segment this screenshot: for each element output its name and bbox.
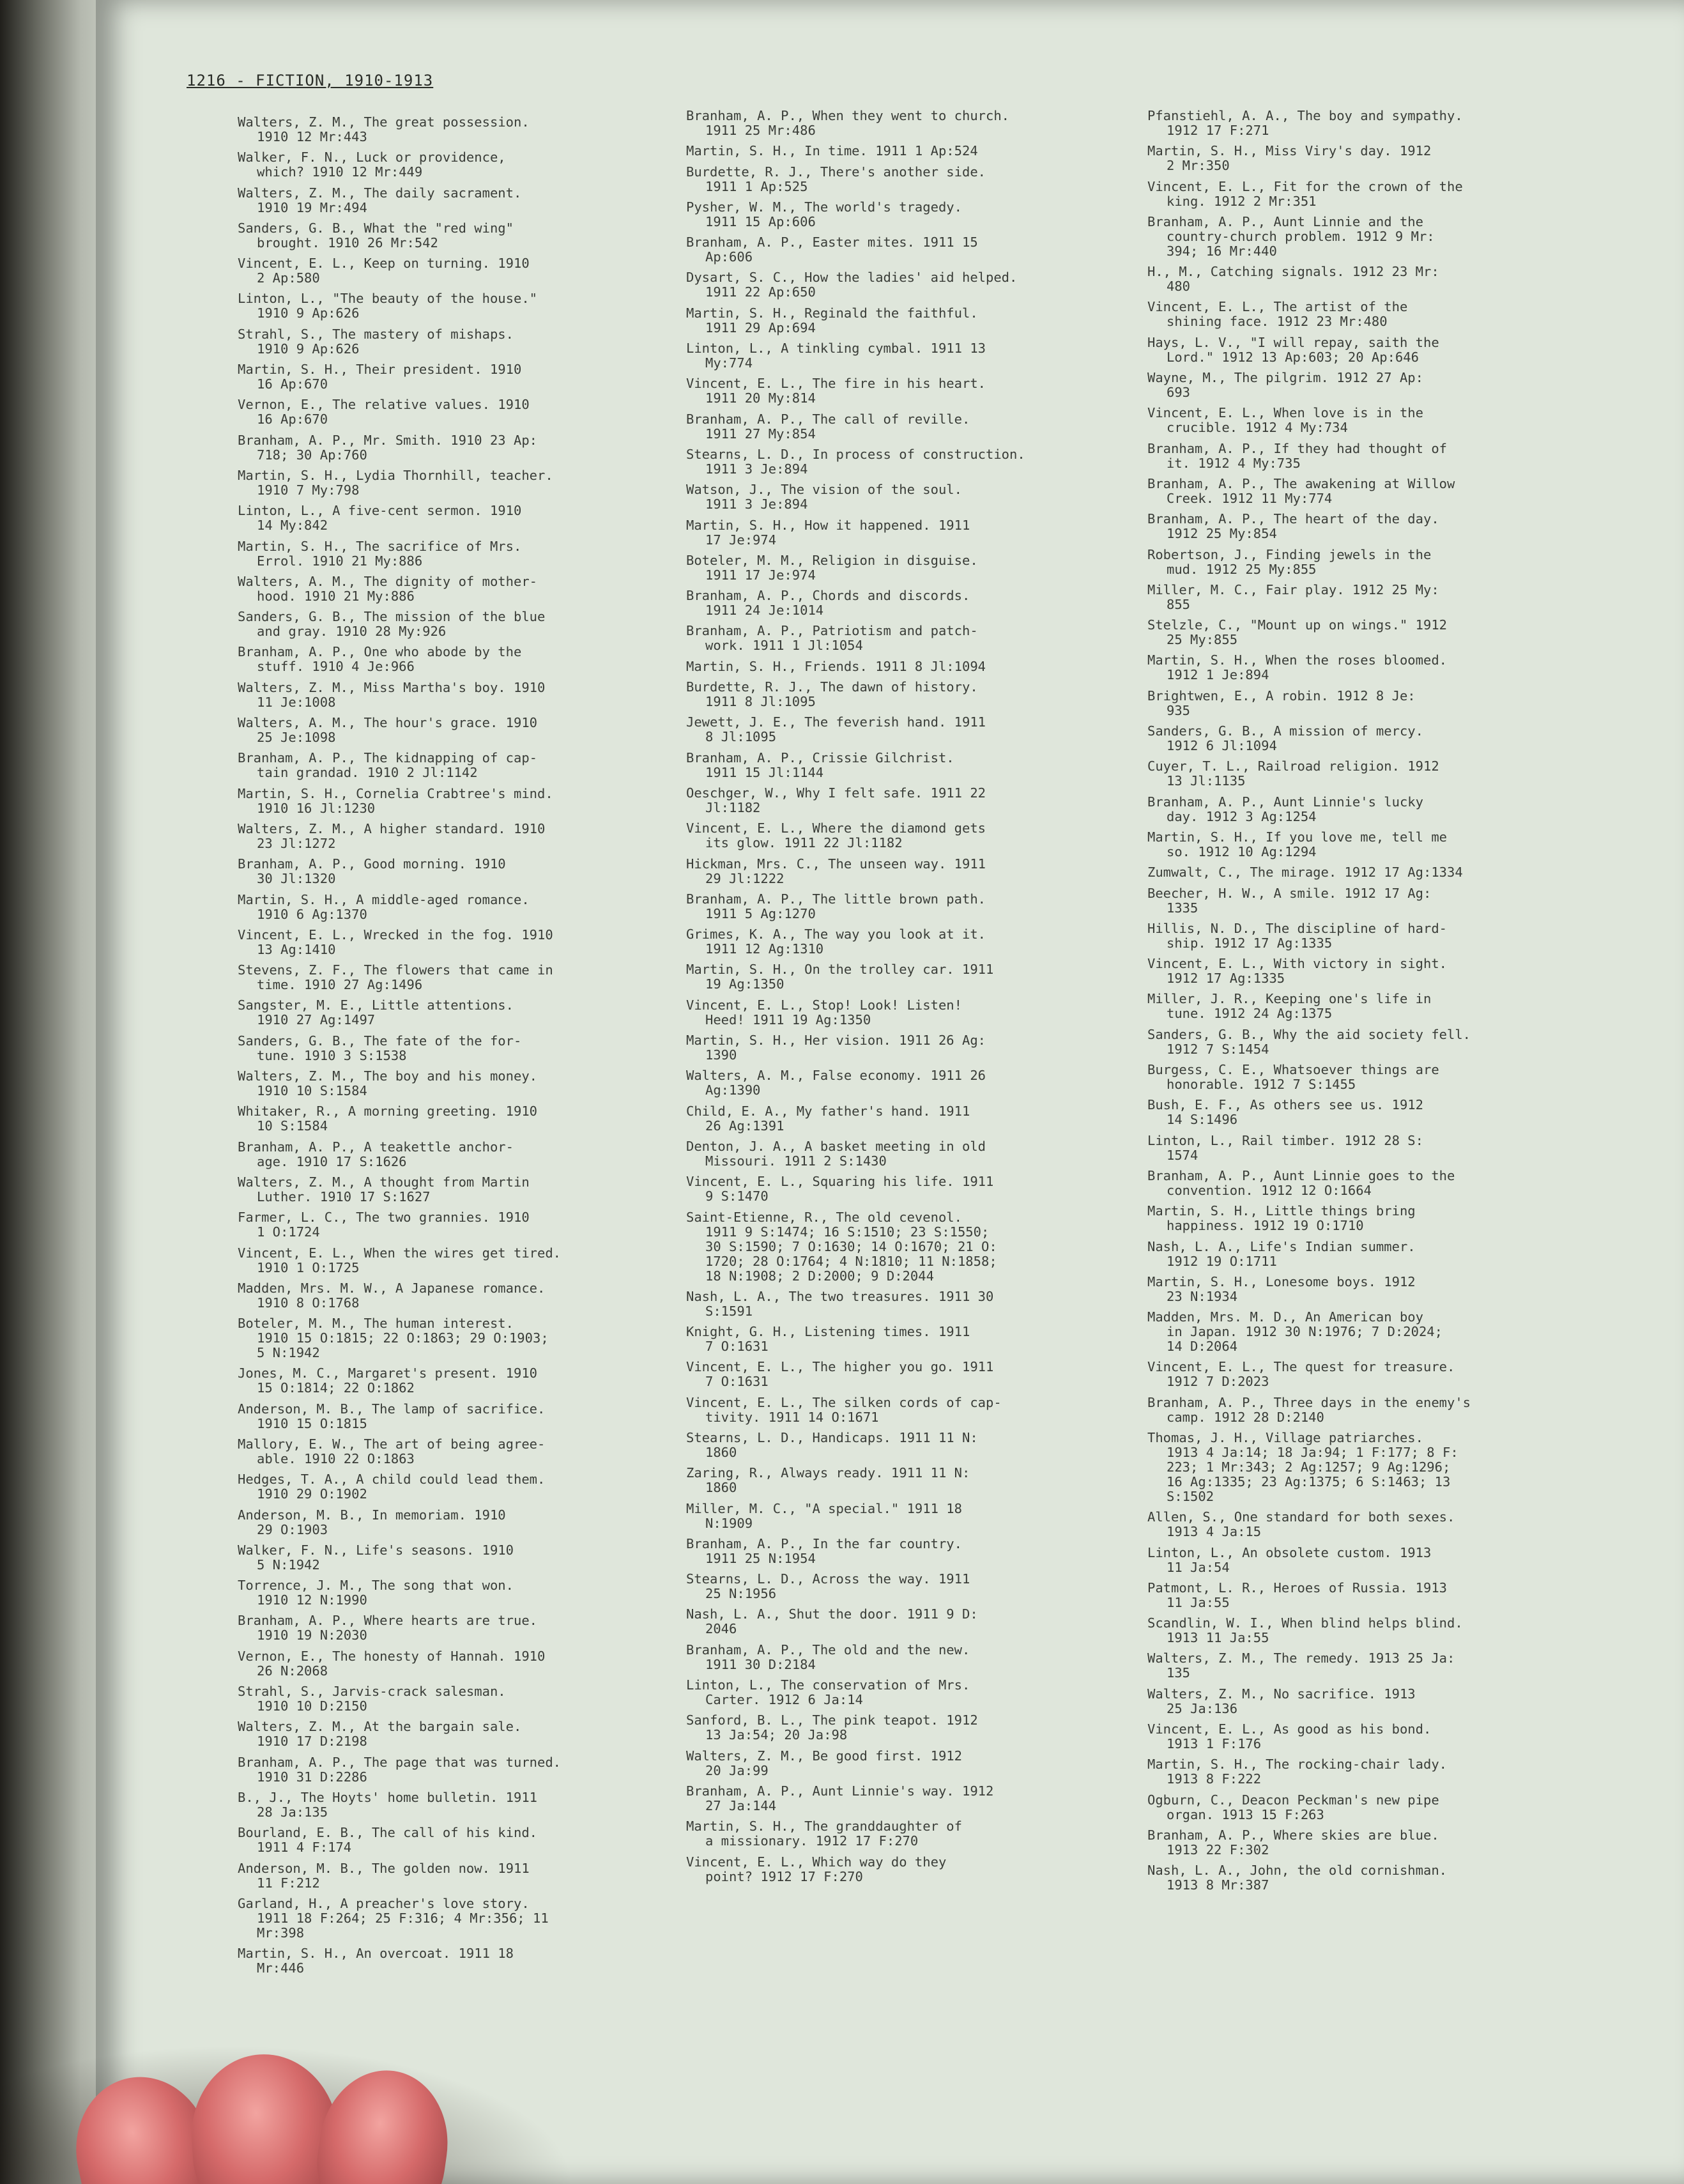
index-entry: Jones, M. C., Margaret's present. 1910 15 O:1814; 22 O:1862: [238, 1365, 537, 1396]
index-entry: Martin, S. H., Her vision. 1911 26 Ag: 1390: [686, 1033, 986, 1063]
index-entry: Vincent, E. L., The higher you go. 1911 7 O:1631: [686, 1359, 994, 1390]
index-entry: Walker, F. N., Luck or providence, which? 1910 12 Mr:449: [238, 150, 506, 180]
index-entry: Branham, A. P., In the far country. 1911 25 N:1954: [686, 1535, 962, 1566]
index-entry: Torrence, J. M., The song that won. 1910 12 N:1990: [238, 1578, 514, 1608]
index-entry: Miller, M. C., "A special." 1911 18 N:1909: [686, 1500, 962, 1531]
index-entry: Linton, L., A tinkling cymbal. 1911 13 My:774: [686, 341, 986, 371]
index-entry: Vincent, E. L., Which way do they point? 1912 17 F:270: [686, 1854, 947, 1884]
index-entry: Martin, S. H., When the roses bloomed. 1912 1 Je:894: [1147, 652, 1447, 683]
index-entry: Branham, A. P., When they went to church. 1911 25 Mr:486: [686, 108, 1010, 138]
index-entry: Martin, S. H., Reginald the faithful. 1911 29 Ap:694: [686, 305, 978, 335]
index-entry: Scandlin, W. I., When blind helps blind. 1913 11 Ja:55: [1147, 1615, 1463, 1646]
index-entry: Vincent, E. L., Where the diamond gets its glow. 1911 22 Jl:1182: [686, 820, 986, 851]
index-entry: Martin, S. H., Cornelia Crabtree's mind. 1910 16 Jl:1230: [238, 785, 553, 816]
index-entry: Burdette, R. J., The dawn of history. 1911 8 Jl:1095: [686, 679, 978, 710]
index-entry: Branham, A. P., Chords and discords. 1911 24 Je:1014: [686, 588, 970, 619]
index-entry: Ogburn, C., Deacon Peckman's new pipe organ. 1913 15 F:263: [1147, 1792, 1439, 1822]
index-entry: Robertson, J., Finding jewels in the mud. 1912 25 My:855: [1147, 546, 1432, 577]
index-entry: Martin, S. H., Their president. 1910 16 Ap:670: [238, 362, 522, 392]
index-entry: Walters, Z. M., Miss Martha's boy. 1910 11 Je:1008: [238, 679, 546, 710]
index-entry: Anderson, M. B., In memoriam. 1910 29 O:1903: [238, 1507, 506, 1537]
index-entry: Vincent, E. L., Fit for the crown of the king. 1912 2 Mr:351: [1147, 178, 1463, 209]
index-entry: Walters, Z. M., At the bargain sale. 1910 17 D:2198: [238, 1719, 522, 1750]
index-entry: Martin, S. H., The rocking-chair lady. 1913 8 F:222: [1147, 1757, 1447, 1787]
index-entry: Branham, A. P., Aunt Linnie and the country-church problem. 1912 9 Mr: 394; 16 Mr:440: [1147, 213, 1435, 259]
index-entry: Martin, S. H., An overcoat. 1911 18 Mr:446: [238, 1946, 514, 1976]
index-entry: Vincent, E. L., The fire in his heart. 1911 20 My:814: [686, 376, 986, 406]
index-entry: Vincent, E. L., When the wires get tired. 1910 1 O:1725: [238, 1245, 562, 1275]
index-entry: Hedges, T. A., A child could lead them. 1910 29 O:1902: [238, 1472, 546, 1502]
index-entry: Sangster, M. E., Little attentions. 1910 27 Ag:1497: [238, 997, 514, 1028]
index-entry: Vincent, E. L., Wrecked in the fog. 1910 13 Ag:1410: [238, 927, 553, 957]
index-entry: Denton, J. A., A basket meeting in old Missouri. 1911 2 S:1430: [686, 1138, 986, 1169]
index-entry: Walters, Z. M., Be good first. 1912 20 Ja:99: [686, 1748, 962, 1778]
index-entry: Knight, G. H., Listening times. 1911 7 O:1631: [686, 1324, 970, 1355]
index-entry: Martin, S. H., If you love me, tell me so. 1912 10 Ag:1294: [1147, 829, 1447, 859]
index-entry: Sanders, G. B., What the "red wing" brought. 1910 26 Mr:542: [238, 220, 514, 250]
index-entry: Boteler, M. M., The human interest. 1910 15 O:1815; 22 O:1863; 29 O:1903; 5 N:1942: [238, 1316, 549, 1361]
index-entry: Patmont, L. R., Heroes of Russia. 1913 11 Ja:55: [1147, 1580, 1447, 1610]
index-entry: Walters, A. M., False economy. 1911 26 Ag:1390: [686, 1068, 986, 1098]
index-entry: Pysher, W. M., The world's tragedy. 1911 15 Ap:606: [686, 199, 962, 229]
index-entry: Linton, L., "The beauty of the house." 1910 9 Ap:626: [238, 291, 537, 321]
index-entry: Branham, A. P., Aunt Linnie goes to the convention. 1912 12 O:1664: [1147, 1167, 1455, 1198]
index-entry: Branham, A. P., The call of reville. 1911 27 My:854: [686, 411, 970, 442]
index-entry: Martin, S. H., Little things bring happiness. 1912 19 O:1710: [1147, 1203, 1416, 1234]
index-entry: Stearns, L. D., Handicaps. 1911 11 N: 1860: [686, 1429, 978, 1460]
index-entry: H., M., Catching signals. 1912 23 Mr: 480: [1147, 264, 1439, 295]
index-entry: Allen, S., One standard for both sexes. 1913 4 Ja:15: [1147, 1509, 1455, 1540]
index-entry: Pfanstiehl, A. A., The boy and sympathy. 1912 17 F:271: [1147, 108, 1463, 138]
index-entry: Brightwen, E., A robin. 1912 8 Je: 935: [1147, 688, 1416, 718]
index-column-3: [1147, 109, 1607, 1899]
index-entry: Burdette, R. J., There's another side. 1911 1 Ap:525: [686, 164, 986, 194]
index-entry: Madden, Mrs. M. W., A Japanese romance. 1910 8 O:1768: [238, 1280, 546, 1311]
index-entry: Walker, F. N., Life's seasons. 1910 5 N:1942: [238, 1542, 514, 1573]
index-entry: Hillis, N. D., The discipline of hard- ship. 1912 17 Ag:1335: [1147, 920, 1447, 951]
index-entry: Stelzle, C., "Mount up on wings." 1912 25 My:855: [1147, 617, 1447, 648]
index-entry: Branham, A. P., The little brown path. 1911 5 Ag:1270: [686, 891, 986, 921]
index-entry: Child, E. A., My father's hand. 1911 26 Ag:1391: [686, 1103, 970, 1134]
index-entry: Vincent, E. L., Squaring his life. 1911 9 S:1470: [686, 1174, 994, 1204]
index-entry: Anderson, M. B., The lamp of sacrifice. 1910 15 O:1815: [238, 1401, 546, 1431]
index-entry: Strahl, S., Jarvis-crack salesman. 1910 10 D:2150: [238, 1684, 506, 1714]
index-entry: Nash, L. A., John, the old cornishman. 1913 8 Mr:387: [1147, 1863, 1447, 1893]
index-entry: Hays, L. V., "I will repay, saith the Lord." 1912 13 Ap:603; 20 Ap:646: [1147, 334, 1439, 365]
index-entry: Vincent, E. L., The silken cords of cap- tivity. 1911 14 O:1671: [686, 1394, 1002, 1425]
index-entry: Zumwalt, C., The mirage. 1912 17 Ag:1334: [1147, 865, 1463, 881]
index-entry: Branham, A. P., Crissie Gilchrist. 1911 15 Jl:1144: [686, 750, 954, 780]
index-entry: Branham, A. P., Patriotism and patch- work. 1911 1 Jl:1054: [686, 623, 978, 654]
index-entry: Branham, A. P., Where skies are blue. 1913 22 F:302: [1147, 1827, 1439, 1857]
index-entry: Walters, A. M., The hour's grace. 1910 25 Je:1098: [238, 715, 537, 746]
index-entry: Zaring, R., Always ready. 1911 11 N: 1860: [686, 1465, 970, 1496]
index-entry: Walters, Z. M., A thought from Martin Luther. 1910 17 S:1627: [238, 1174, 530, 1204]
index-entry: Linton, L., A five-cent sermon. 1910 14 My:842: [238, 503, 522, 534]
index-entry: Walters, Z. M., The remedy. 1913 25 Ja: 135: [1147, 1650, 1455, 1681]
index-entry: Branham, A. P., The awakening at Willow Creek. 1912 11 My:774: [1147, 475, 1455, 506]
index-entry: Cuyer, T. L., Railroad religion. 1912 13 Jl:1135: [1147, 758, 1439, 789]
index-entry: Martin, S. H., Lonesome boys. 1912 23 N:1934: [1147, 1273, 1416, 1304]
index-entry: Nash, L. A., The two treasures. 1911 30 S:1591: [686, 1288, 994, 1319]
index-column-1: [238, 115, 698, 1981]
index-entry: Grimes, K. A., The way you look at it. 1911 12 Ag:1310: [686, 927, 986, 957]
index-entry: Miller, M. C., Fair play. 1912 25 My: 855: [1147, 581, 1439, 612]
index-entry: Nash, L. A., Shut the door. 1911 9 D: 2046: [686, 1606, 978, 1637]
index-entry: Saint-Etienne, R., The old cevenol. 1911 9 S:1474; 16 S:1510; 23 S:1550; 30 S:1590; 7 O:1630; 14 O:1670; 21 O: 1720; 28 O:1764; 4 N:1810; 11 N:1858; 18 N:1908; 2 D:2000; 9 D:2044: [686, 1209, 997, 1284]
index-entry: Linton, L., Rail timber. 1912 28 S: 1574: [1147, 1132, 1423, 1163]
index-entry: Madden, Mrs. M. D., An American boy in Japan. 1912 30 N:1976; 7 D:2024; 14 D:2064: [1147, 1309, 1443, 1355]
index-entry: Strahl, S., The mastery of mishaps. 1910 9 Ap:626: [238, 326, 514, 357]
index-entry: Thomas, J. H., Village patriarches. 1913 4 Ja:14; 18 Ja:94; 1 F:177; 8 F: 223; 1 Mr:343; 2 Ag:1257; 9 Ag:1296; 16 Ag:1335; 23 Ag:1375; 6 S:1463; 13 S:1502: [1147, 1429, 1458, 1504]
index-entry: Wayne, M., The pilgrim. 1912 27 Ap: 693: [1147, 370, 1423, 401]
index-entry: Whitaker, R., A morning greeting. 1910 10 S:1584: [238, 1104, 537, 1134]
index-entry: Mallory, E. W., The art of being agree- able. 1910 22 O:1863: [238, 1436, 546, 1466]
index-entry: Branham, A. P., Good morning. 1910 30 Jl:1320: [238, 856, 506, 887]
index-entry: Boteler, M. M., Religion in disguise. 1911 17 Je:974: [686, 552, 978, 583]
index-entry: Martin, S. H., A middle-aged romance. 1910 6 Ag:1370: [238, 891, 530, 922]
index-entry: B., J., The Hoyts' home bulletin. 1911 28 Ja:135: [238, 1789, 537, 1820]
index-entry: Branham, A. P., The page that was turned. 1910 31 D:2286: [238, 1754, 562, 1785]
index-entry: Sanders, G. B., A mission of mercy. 1912 6 Jl:1094: [1147, 723, 1423, 754]
index-entry: Burgess, C. E., Whatsoever things are honorable. 1912 7 S:1455: [1147, 1062, 1439, 1093]
index-entry: Vincent, E. L., With victory in sight. 1912 17 Ag:1335: [1147, 956, 1447, 987]
index-entry: Sanders, G. B., The fate of the for- tune. 1910 3 S:1538: [238, 1033, 522, 1063]
index-entry: Jewett, J. E., The feverish hand. 1911 8 Jl:1095: [686, 714, 986, 745]
index-entry: Watson, J., The vision of the soul. 1911 3 Je:894: [686, 482, 962, 512]
index-entry: Dysart, S. C., How the ladies' aid helped. 1911 22 Ap:650: [686, 270, 1018, 300]
index-entry: Branham, A. P., Aunt Linnie's lucky day. 1912 3 Ag:1254: [1147, 794, 1423, 824]
index-entry: Bourland, E. B., The call of his kind. 1911 4 F:174: [238, 1825, 537, 1856]
index-entry: Stearns, L. D., In process of construction. 1911 3 Je:894: [686, 446, 1025, 477]
index-entry: Linton, L., The conservation of Mrs. Carter. 1912 6 Ja:14: [686, 1677, 970, 1708]
index-entry: Vernon, E., The honesty of Hannah. 1910 26 N:2068: [238, 1648, 546, 1679]
index-entry: Anderson, M. B., The golden now. 1911 11 F:212: [238, 1860, 530, 1891]
index-entry: Branham, A. P., The kidnapping of cap- tain grandad. 1910 2 Jl:1142: [238, 750, 537, 781]
index-entry: Sanders, G. B., The mission of the blue and gray. 1910 28 My:926: [238, 609, 546, 640]
index-entry: Sanders, G. B., Why the aid society fell. 1912 7 S:1454: [1147, 1026, 1471, 1057]
index-entry: Branham, A. P., Aunt Linnie's way. 1912 27 Ja:144: [686, 1783, 994, 1813]
index-entry: Branham, A. P., A teakettle anchor- age. 1910 17 S:1626: [238, 1139, 514, 1169]
index-entry: Vernon, E., The relative values. 1910 16 Ap:670: [238, 397, 530, 427]
index-entry: Martin, S. H., Friends. 1911 8 Jl:1094: [686, 658, 986, 674]
index-entry: Garland, H., A preacher's love story. 1911 18 F:264; 25 F:316; 4 Mr:356; 11 Mr:398: [238, 1895, 549, 1941]
index-entry: Branham, A. P., Mr. Smith. 1910 23 Ap: 718; 30 Ap:760: [238, 432, 537, 463]
index-entry: Branham, A. P., One who abode by the stuff. 1910 4 Je:966: [238, 644, 522, 675]
index-entry: Martin, S. H., Lydia Thornhill, teacher. 1910 7 My:798: [238, 467, 553, 498]
index-entry: Branham, A. P., The heart of the day. 1912 25 My:854: [1147, 511, 1439, 542]
index-entry: Vincent, E. L., The artist of the shining face. 1912 23 Mr:480: [1147, 299, 1408, 330]
index-entry: Martin, S. H., On the trolley car. 1911 19 Ag:1350: [686, 962, 994, 992]
index-entry: Bush, E. F., As others see us. 1912 14 S:1496: [1147, 1097, 1423, 1128]
index-entry: Vincent, E. L., When love is in the crucible. 1912 4 My:734: [1147, 405, 1423, 436]
page-header: 1216 - FICTION, 1910-1913: [187, 72, 434, 89]
index-entry: Vincent, E. L., As good as his bond. 1913 1 F:176: [1147, 1721, 1432, 1752]
index-entry: Martin, S. H., In time. 1911 1 Ap:524: [686, 143, 978, 159]
index-entry: Vincent, E. L., The quest for treasure. 1912 7 D:2023: [1147, 1359, 1455, 1390]
index-entry: Martin, S. H., The sacrifice of Mrs. Errol. 1910 21 My:886: [238, 538, 522, 569]
index-entry: Walters, A. M., The dignity of mother- hood. 1910 21 My:886: [238, 573, 537, 604]
index-entry: Sanford, B. L., The pink teapot. 1912 13 Ja:54; 20 Ja:98: [686, 1712, 978, 1743]
index-entry: Walters, Z. M., The boy and his money. 1910 10 S:1584: [238, 1068, 537, 1099]
index-entry: Walters, Z. M., The great possession. 1910 12 Mr:443: [238, 114, 530, 144]
index-entry: Walters, Z. M., The daily sacrament. 1910 19 Mr:494: [238, 185, 522, 215]
index-entry: Stevens, Z. F., The flowers that came in time. 1910 27 Ag:1496: [238, 962, 553, 993]
index-entry: Vincent, E. L., Keep on turning. 1910 2 Ap:580: [238, 256, 530, 286]
index-entry: Walters, Z. M., No sacrifice. 1913 25 Ja:136: [1147, 1686, 1416, 1716]
index-entry: Hickman, Mrs. C., The unseen way. 1911 29 Jl:1222: [686, 856, 986, 886]
index-entry: Beecher, H. W., A smile. 1912 17 Ag: 1335: [1147, 885, 1432, 916]
index-entry: Oeschger, W., Why I felt safe. 1911 22 Jl:1182: [686, 785, 986, 815]
index-entry: Nash, L. A., Life's Indian summer. 1912 19 O:1711: [1147, 1238, 1416, 1269]
index-entry: Martin, S. H., Miss Viry's day. 1912 2 Mr:350: [1147, 143, 1432, 174]
index-entry: Branham, A. P., Easter mites. 1911 15 Ap:606: [686, 235, 978, 265]
index-entry: Miller, J. R., Keeping one's life in tune. 1912 24 Ag:1375: [1147, 991, 1432, 1022]
index-entry: Linton, L., An obsolete custom. 1913 11 Ja:54: [1147, 1544, 1432, 1575]
index-entry: Martin, S. H., The granddaughter of a missionary. 1912 17 F:270: [686, 1819, 962, 1849]
index-entry: Branham, A. P., The old and the new. 1911 30 D:2184: [686, 1642, 970, 1672]
index-entry: Martin, S. H., How it happened. 1911 17 Je:974: [686, 517, 970, 548]
index-entry: Vincent, E. L., Stop! Look! Listen! Heed! 1911 19 Ag:1350: [686, 997, 962, 1027]
index-entry: Walters, Z. M., A higher standard. 1910 23 Jl:1272: [238, 820, 546, 851]
index-entry: Branham, A. P., Where hearts are true. 1910 19 N:2030: [238, 1613, 537, 1643]
index-entry: Branham, A. P., Three days in the enemy's camp. 1912 28 D:2140: [1147, 1394, 1471, 1425]
index-entry: Branham, A. P., If they had thought of it. 1912 4 My:735: [1147, 440, 1447, 471]
index-entry: Farmer, L. C., The two grannies. 1910 1 O:1724: [238, 1210, 530, 1240]
index-column-2: [686, 109, 1146, 1890]
index-entry: Stearns, L. D., Across the way. 1911 25 N:1956: [686, 1571, 970, 1602]
